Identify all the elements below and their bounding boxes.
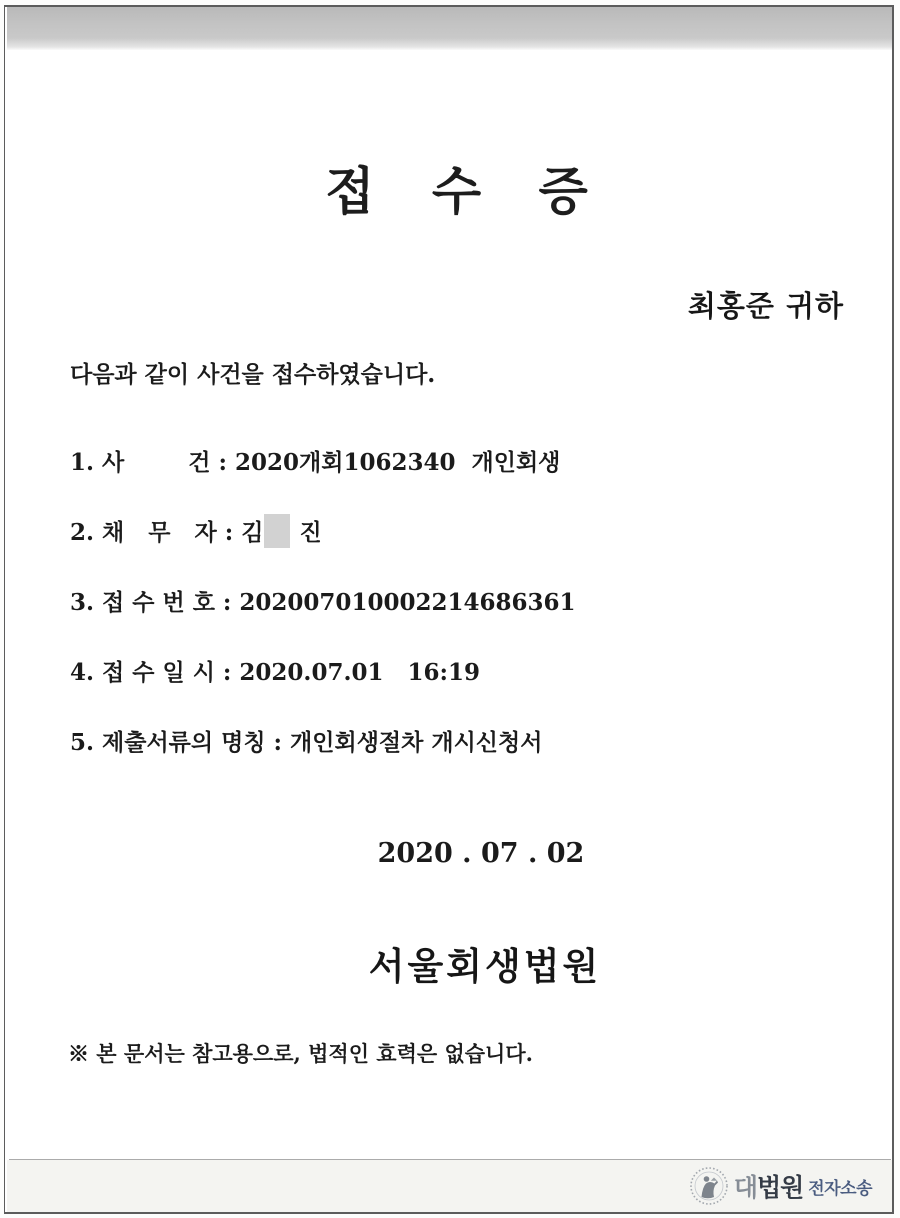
case-number-line: 1. 사 건 : 2020개회1062340 개인회생 <box>70 449 561 476</box>
court-eservice-logo <box>689 1164 872 1208</box>
submitted-document-line: 5. 제출서류의 명칭 : 개인회생절차 개시신청서 <box>70 729 543 756</box>
logo-text-dae: 대 <box>733 1173 757 1202</box>
receipt-title: 접 수 증 <box>325 162 589 222</box>
footer-divider-line <box>9 1159 891 1160</box>
receipt-datetime-line: 4. 접 수 일 시 : 2020.07.01 16:19 <box>70 659 480 686</box>
debtor-line <box>70 514 322 548</box>
intro-text: 다음과 같이 사건을 접수하였습니다. <box>70 361 436 388</box>
disclaimer-note: ※ 본 문서는 참고용으로, 법적인 효력은 없습니다. <box>68 1041 533 1066</box>
issue-date: 2020 . 07 . 02 <box>377 838 585 869</box>
receipt-number-line: 3. 접 수 번 호 : 202007010002214686361 <box>70 589 576 616</box>
debtor-line-suffix: 진 <box>299 519 322 546</box>
redacted-name-box <box>264 514 290 548</box>
logo-text-beobwon: 법원 <box>756 1173 804 1202</box>
scan-top-gray-band <box>7 7 892 50</box>
logo-text-eservice: 전자소송 <box>808 1178 872 1199</box>
supreme-court-seal-icon <box>689 1166 729 1206</box>
debtor-line-prefix: 2. 채 무 자 : 김 <box>70 519 264 546</box>
court-name: 서울회생법원 <box>368 944 602 988</box>
addressee: 최홍준 귀하 <box>687 289 844 323</box>
